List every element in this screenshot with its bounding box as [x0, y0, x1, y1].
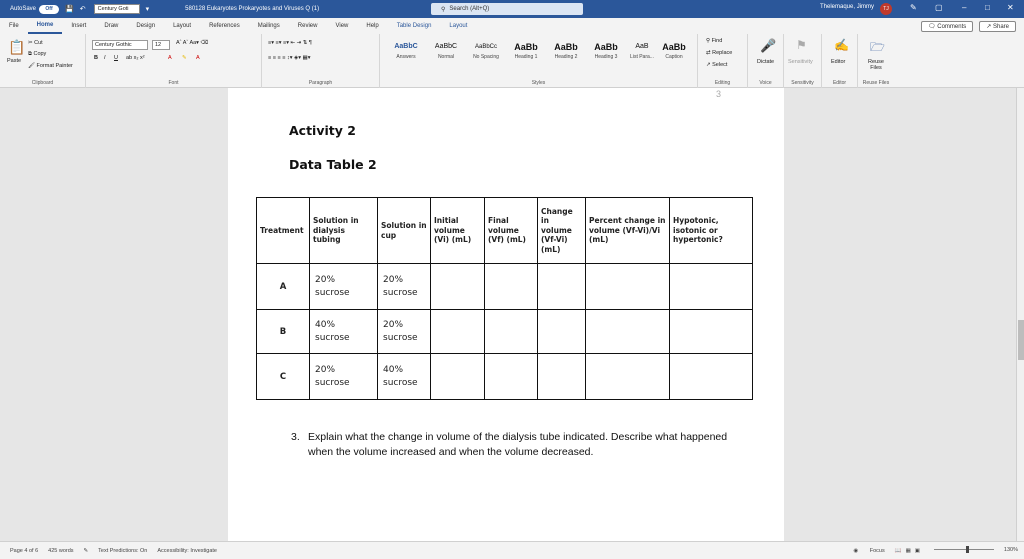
tab-mailings[interactable]: Mailings — [257, 23, 280, 29]
copy-label: Copy — [33, 51, 47, 57]
paragraph-group — [262, 34, 380, 88]
menu-bar — [0, 18, 1024, 34]
style-name: Caption — [665, 54, 683, 60]
voice-group — [748, 34, 784, 88]
paste-icon[interactable]: 📋 — [8, 39, 26, 55]
style-name: Normal — [437, 54, 455, 60]
quick-font-box[interactable]: Century Goti — [94, 4, 140, 14]
comments-label: Comments — [937, 23, 967, 30]
tab-home[interactable]: Home — [28, 18, 63, 34]
autosave-label: AutoSave — [10, 6, 37, 12]
percent-change-cell[interactable] — [586, 264, 670, 310]
find-button[interactable]: ⚲ Find — [706, 38, 723, 44]
editing-group-label: Editing — [714, 80, 731, 86]
pen-icon[interactable]: ✎ — [910, 3, 917, 12]
tubing-cell[interactable]: 20% sucrose — [310, 354, 378, 400]
sensitivity-group — [784, 34, 822, 88]
header-cell[interactable]: Change in volume (Vf-Vi) (mL) — [538, 198, 586, 264]
search-placeholder: Search (Alt+Q) — [449, 6, 490, 12]
cup-cell[interactable]: 20% sucrose — [378, 264, 431, 310]
share-label: Share — [992, 23, 1009, 30]
treatment-cell[interactable]: A — [257, 264, 310, 310]
tab-references[interactable]: References — [209, 23, 240, 29]
select-label: Select — [712, 62, 728, 68]
header-cell[interactable]: Treatment — [257, 198, 310, 264]
reuse-files-label[interactable]: Reuse Files — [868, 59, 884, 71]
percent-change-cell[interactable] — [586, 354, 670, 400]
style-preview: AaB — [635, 43, 649, 50]
tab-table-layout[interactable]: Layout — [449, 23, 468, 29]
editor-group-label: Editor — [832, 80, 847, 86]
editor-group — [822, 34, 858, 88]
highlight-icon[interactable]: ✎ — [182, 55, 187, 61]
editor-label[interactable]: Editor — [831, 59, 846, 65]
paragraph-group-label: Paragraph — [308, 80, 333, 86]
change-volume-cell[interactable] — [538, 354, 586, 400]
save-icon[interactable]: 💾 — [65, 6, 74, 13]
document-title: 580128 Eukaryotes Prokaryotes and Viruses Q (1) — [185, 6, 320, 12]
style-name: Heading 3 — [594, 54, 618, 60]
page-number: 3 — [716, 89, 722, 99]
accessibility-status[interactable]: Accessibility: Investigate — [157, 547, 217, 554]
focus-label: Focus — [869, 547, 885, 554]
font-size-box[interactable]: 12 — [152, 40, 170, 50]
table-title: Data Table 2 — [289, 157, 377, 172]
text-effects-icon[interactable]: A — [168, 55, 172, 61]
tab-help[interactable]: Help — [366, 23, 379, 29]
scroll-thumb[interactable] — [1018, 320, 1024, 360]
style-name: Answers — [396, 54, 416, 60]
tubing-cell[interactable]: 20% sucrose — [310, 264, 378, 310]
voice-group-label: Voice — [759, 80, 772, 86]
undo-icon[interactable]: ↶ — [79, 6, 86, 13]
cut-label: Cut — [34, 40, 43, 46]
grow-font-icon[interactable]: Aˆ Aˇ Aa▾ ⌫ — [176, 40, 209, 46]
tab-table-design[interactable]: Table Design — [396, 23, 432, 29]
ribbon — [0, 34, 1024, 88]
styles-group-label: Styles — [531, 80, 546, 86]
tab-design[interactable]: Design — [136, 23, 156, 29]
ribbon-display-icon[interactable]: ▢ — [935, 3, 943, 12]
style-name: No Spacing — [473, 54, 499, 60]
table-row — [257, 264, 753, 310]
change-volume-cell[interactable] — [538, 310, 586, 354]
format-painter-button[interactable]: 🖌 Format Painter — [28, 63, 73, 69]
autosave-toggle[interactable]: Off — [39, 5, 59, 14]
style-preview: AaBbCc — [474, 44, 497, 50]
user-name[interactable]: Thelemaque, Jimmy — [820, 4, 875, 10]
treatment-cell[interactable]: B — [257, 310, 310, 354]
editing-group — [698, 34, 748, 88]
maximize-icon[interactable]: □ — [985, 3, 990, 12]
styles-group — [380, 34, 698, 88]
table-header-row — [257, 198, 753, 264]
header-cell[interactable]: Solution in dialysis tubing — [310, 198, 378, 264]
tonicity-cell[interactable] — [670, 264, 753, 310]
tab-view[interactable]: View — [335, 23, 349, 29]
vertical-scrollbar[interactable] — [1016, 88, 1024, 541]
copy-button[interactable]: ⧉ Copy — [28, 51, 47, 57]
tab-draw[interactable]: Draw — [104, 23, 119, 29]
find-label: Find — [711, 38, 723, 44]
sensitivity-group-label: Sensitivity — [791, 80, 814, 86]
status-bar — [0, 541, 1024, 559]
style-preview: AaBb — [514, 42, 538, 52]
final-volume-cell[interactable] — [485, 264, 538, 310]
share-button[interactable]: ↗ Share — [979, 21, 1016, 32]
table-row — [257, 310, 753, 354]
document-area[interactable] — [0, 88, 1016, 541]
table-row — [257, 354, 753, 400]
cut-button[interactable]: ✂ Cut — [28, 40, 43, 46]
clipboard-group-label: Clipboard — [31, 80, 54, 86]
paste-label[interactable]: Paste — [7, 58, 22, 64]
tab-layout[interactable]: Layout — [173, 23, 192, 29]
font-group-label: Font — [168, 80, 179, 86]
zoom-slider[interactable] — [934, 549, 994, 550]
autosave-control[interactable] — [10, 5, 59, 14]
activity-title: Activity 2 — [289, 123, 356, 138]
final-volume-cell[interactable] — [485, 354, 538, 400]
search-icon: ⚲ — [441, 6, 446, 13]
zoom-level[interactable]: 130% — [1003, 547, 1018, 553]
print-layout-icon[interactable]: ▦ — [905, 547, 911, 554]
customize-dropdown-icon[interactable]: ▾ — [145, 6, 150, 13]
page[interactable] — [228, 88, 784, 541]
minimize-icon[interactable]: – — [962, 3, 967, 12]
zoom-knob[interactable] — [966, 546, 969, 553]
microphone-icon[interactable]: 🎤 — [760, 38, 777, 53]
replace-button[interactable]: ⇄ Replace — [706, 50, 733, 56]
style-name: Heading 2 — [554, 54, 578, 60]
focus-button[interactable]: ◉ Focus — [853, 547, 885, 554]
sensitivity-label[interactable]: Sensitivity — [788, 59, 813, 65]
style-name: List Para... — [630, 54, 654, 60]
select-button[interactable]: ↗ Select — [706, 62, 728, 68]
header-cell[interactable]: Solution in cup — [378, 198, 431, 264]
clipboard-group — [0, 34, 86, 88]
avatar[interactable]: TJ — [880, 3, 892, 15]
format-painter-label: Format Painter — [36, 63, 73, 69]
cup-cell[interactable]: 20% sucrose — [378, 310, 431, 354]
change-volume-cell[interactable] — [538, 264, 586, 310]
align-icons[interactable]: ≡ ≡ ≡ ≡ ↕▾ ◈▾ ▦▾ — [268, 55, 311, 61]
close-icon[interactable]: ✕ — [1007, 3, 1014, 12]
replace-label: Replace — [712, 50, 733, 56]
underline-button[interactable]: U — [114, 55, 118, 61]
page-count[interactable]: Page 4 of 6 — [10, 547, 39, 554]
initial-volume-cell[interactable] — [431, 264, 485, 310]
style-preview: AaBb — [554, 42, 578, 52]
read-mode-icon[interactable]: 📖 — [894, 547, 902, 554]
data-table[interactable] — [256, 197, 753, 400]
format-icons[interactable]: ab x₂ x² — [126, 55, 145, 61]
font-color-icon[interactable]: A — [196, 55, 200, 61]
editor-icon[interactable]: ✍ — [834, 38, 849, 52]
tonicity-cell[interactable] — [670, 310, 753, 354]
font-group — [86, 34, 262, 88]
proofing-icon[interactable]: ✎ — [83, 547, 89, 554]
initial-volume-cell[interactable] — [431, 354, 485, 400]
style-preview: AaBbC — [434, 43, 458, 50]
initial-volume-cell[interactable] — [431, 310, 485, 354]
style-name: Heading 1 — [514, 54, 538, 60]
style-preview: AaBb — [662, 42, 686, 52]
tab-file[interactable]: File — [9, 23, 19, 29]
italic-button[interactable]: I — [104, 55, 106, 61]
treatment-cell[interactable]: C — [257, 354, 310, 400]
bold-button[interactable]: B — [94, 55, 98, 61]
web-layout-icon[interactable]: ▣ — [914, 547, 920, 554]
header-cell[interactable]: Hypotonic, isotonic or hypertonic? — [670, 198, 753, 264]
font-name-box[interactable]: Century Gothic — [92, 40, 148, 50]
reuse-group-label: Reuse Files — [862, 80, 890, 86]
tubing-cell[interactable]: 40% sucrose — [310, 310, 378, 354]
question-3[interactable] — [291, 430, 731, 459]
text-predictions[interactable]: Text Predictions: On — [98, 547, 148, 554]
header-cell[interactable]: Percent change in volume (Vf-Vi)/Vi (mL) — [586, 198, 670, 264]
tab-insert[interactable]: Insert — [71, 23, 87, 29]
dictate-label[interactable]: Dictate — [757, 59, 775, 65]
question-text: Explain what the change in volume of the dialysis tube indicated. Describe what happened when the volume increased and when the volume decreased. — [308, 431, 728, 458]
search-box[interactable] — [431, 3, 583, 15]
question-number: 3. — [291, 431, 300, 443]
list-icons[interactable]: ≡▾ ≡▾ ≡▾ ⇤ ⇥ ⇅ ¶ — [268, 40, 312, 46]
final-volume-cell[interactable] — [485, 310, 538, 354]
header-cell[interactable]: Initial volume (Vi) (mL) — [431, 198, 485, 264]
reuse-group — [858, 34, 894, 88]
comments-button[interactable]: 🗨 Comments — [921, 21, 973, 32]
percent-change-cell[interactable] — [586, 310, 670, 354]
tab-review[interactable]: Review — [297, 23, 318, 29]
tonicity-cell[interactable] — [670, 354, 753, 400]
sensitivity-icon[interactable]: ⚑ — [796, 38, 807, 52]
header-cell[interactable]: Final volume (Vf) (mL) — [485, 198, 538, 264]
style-preview: AaBbC — [394, 43, 418, 50]
word-count[interactable]: 425 words — [48, 547, 74, 554]
cup-cell[interactable]: 40% sucrose — [378, 354, 431, 400]
style-preview: AaBb — [594, 42, 618, 52]
style-caption[interactable] — [650, 40, 698, 66]
reuse-files-icon[interactable]: 🗁 — [870, 40, 885, 54]
